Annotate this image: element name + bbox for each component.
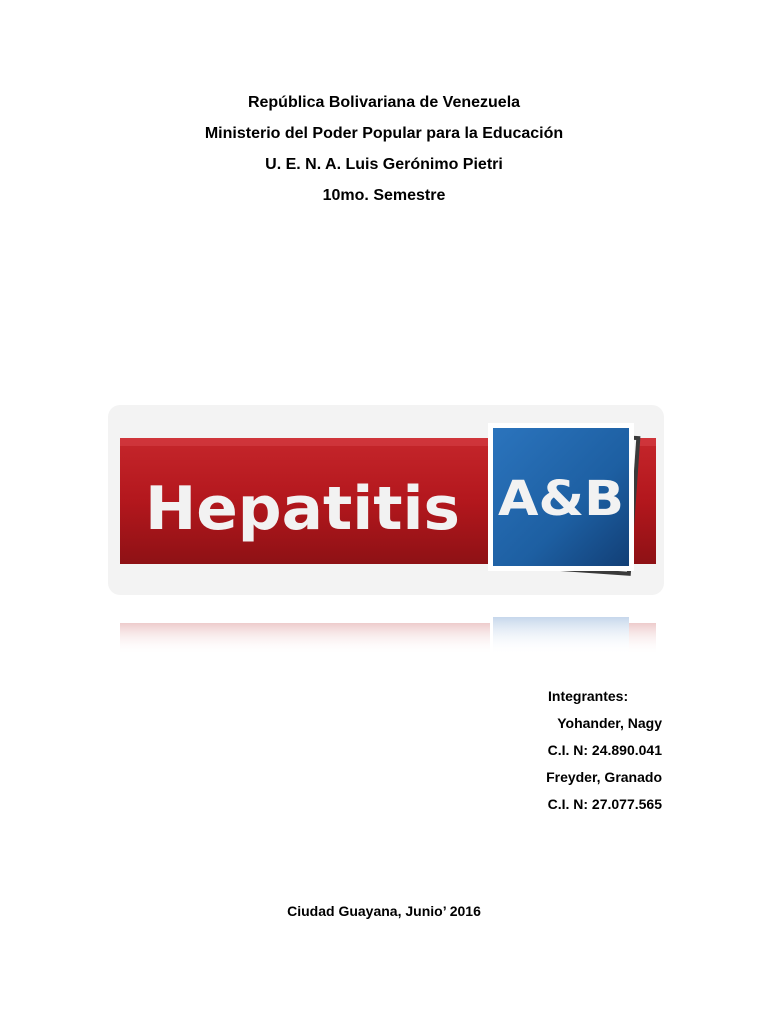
footer-place-date: Ciudad Guayana, Junio’ 2016 [287, 903, 481, 919]
banner-badge-text: A&B [498, 471, 624, 527]
banner-reflection-red [120, 623, 490, 655]
header-ministry: Ministerio del Poder Popular para la Educación [204, 125, 564, 142]
member-1-name: Yohander, Nagy [557, 715, 662, 731]
members-heading: Integrantes: [548, 688, 629, 704]
hepatitis-banner-graphic [108, 405, 664, 655]
member-2-name: Freyder, Granado [546, 769, 662, 785]
hepatitis-banner-image [108, 405, 664, 655]
document-header [0, 90, 768, 214]
header-country: República Bolivariana de Venezuela [247, 94, 521, 111]
member-2-id: C.I. N: 27.077.565 [547, 796, 662, 812]
header-semester: 10mo. Semestre [322, 187, 446, 204]
header-school: U. E. N. A. Luis Gerónimo Pietri [265, 156, 503, 173]
banner-reflection-red-right [629, 623, 656, 655]
banner-reflection-blue [493, 617, 629, 655]
member-1-id: C.I. N: 24.890.041 [547, 742, 662, 758]
banner-word: Hepatitis [145, 474, 460, 544]
